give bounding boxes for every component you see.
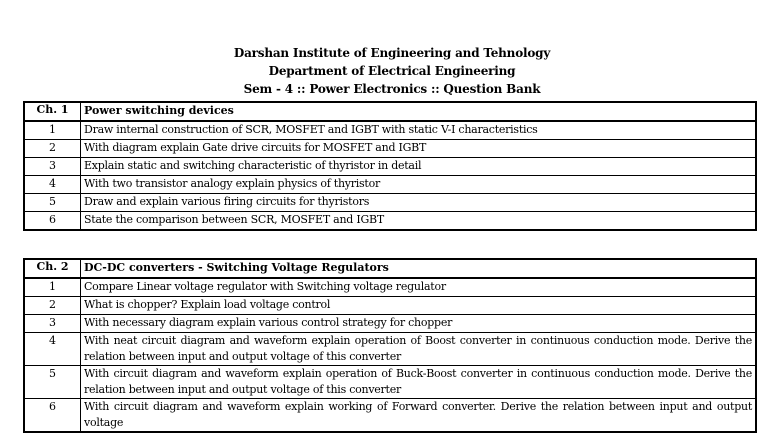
- question-number: 5: [24, 366, 81, 399]
- question-number: 4: [24, 176, 81, 194]
- question-text: Compare Linear voltage regulator with Switching voltage regulator: [81, 278, 757, 297]
- chapter-1-table: [23, 101, 757, 231]
- question-text: Explain static and switching characteristic of thyristor in detail: [81, 158, 757, 176]
- question-text: Draw internal construction of SCR, MOSFET and IGBT with static V-I characteristics: [81, 121, 757, 140]
- question-row: [24, 333, 756, 366]
- question-text: Draw and explain various firing circuits for thyristors: [81, 194, 757, 212]
- question-text: With circuit diagram and waveform explain working of Forward converter. Derive the relation between input and output voltage: [81, 399, 757, 433]
- chapter-2-table: [23, 258, 757, 433]
- question-text: State the comparison between SCR, MOSFET and IGBT: [81, 212, 757, 231]
- question-number: 6: [24, 212, 81, 231]
- question-text: With two transistor analogy explain physics of thyristor: [81, 176, 757, 194]
- question-row: [24, 297, 756, 315]
- document-header: [0, 44, 784, 98]
- chapter-title: DC-DC converters - Switching Voltage Regulators: [81, 259, 757, 278]
- question-row: [24, 212, 756, 231]
- question-text: What is chopper? Explain load voltage control: [81, 297, 757, 315]
- question-row: [24, 140, 756, 158]
- question-number: 4: [24, 333, 81, 366]
- question-text: With circuit diagram and waveform explain operation of Buck-Boost converter in continuous conduction mode. Derive the relation between input and output voltage of this converter: [81, 366, 757, 399]
- chapter-title: Power switching devices: [81, 102, 757, 121]
- question-text: With necessary diagram explain various control strategy for chopper: [81, 315, 757, 333]
- question-row: [24, 399, 756, 433]
- chapter-label: Ch. 1: [24, 102, 81, 121]
- question-row: [24, 121, 756, 140]
- question-number: 2: [24, 140, 81, 158]
- question-row: [24, 158, 756, 176]
- question-row: [24, 176, 756, 194]
- question-row: [24, 278, 756, 297]
- question-row: [24, 315, 756, 333]
- question-number: 1: [24, 278, 81, 297]
- question-number: 5: [24, 194, 81, 212]
- question-text: With neat circuit diagram and waveform explain operation of Boost converter in continuous conduction mode. Derive the relation between input and output voltage of this converter: [81, 333, 757, 366]
- question-number: 6: [24, 399, 81, 433]
- question-number: 3: [24, 158, 81, 176]
- question-number: 3: [24, 315, 81, 333]
- institute-name: Darshan Institute of Engineering and Tehnology: [233, 46, 551, 60]
- question-row: [24, 194, 756, 212]
- question-number: 1: [24, 121, 81, 140]
- question-text: With diagram explain Gate drive circuits for MOSFET and IGBT: [81, 140, 757, 158]
- chapter-header-row: [24, 102, 756, 121]
- question-number: 2: [24, 297, 81, 315]
- chapter-header-row: [24, 259, 756, 278]
- question-row: [24, 366, 756, 399]
- department-name: Department of Electrical Engineering: [268, 64, 516, 78]
- document-title: Sem - 4 :: Power Electronics :: Question Bank: [243, 82, 541, 96]
- chapter-label: Ch. 2: [24, 259, 81, 278]
